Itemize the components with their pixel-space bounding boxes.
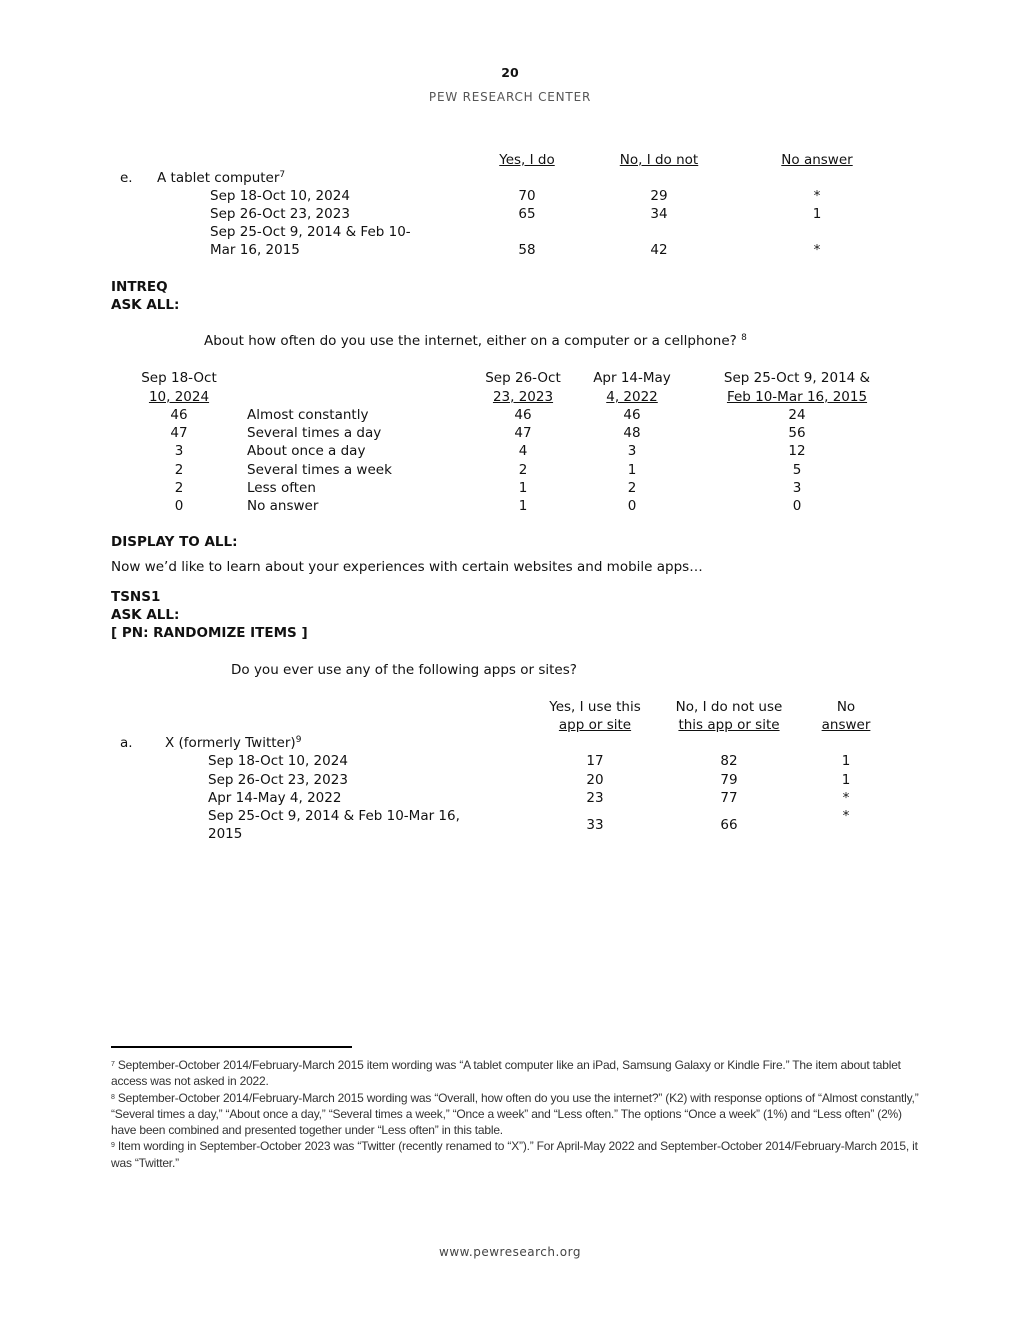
cell-value: 0 bbox=[174, 498, 184, 514]
cell-value: 65 bbox=[518, 206, 536, 222]
footnote bbox=[111, 1090, 921, 1139]
cell-value: 58 bbox=[518, 242, 536, 258]
footnote-number: 7 bbox=[111, 1061, 115, 1068]
column-header: No bbox=[836, 699, 856, 715]
item-label-text: A tablet computer bbox=[157, 170, 280, 186]
column-header: 23, 2023 bbox=[492, 389, 554, 405]
row-label: Less often bbox=[247, 479, 316, 496]
footnote-text: September-October 2014/February-March 2015 item wording was “A tablet computer like an iPad, Samsung Galaxy or Kindle Fire.” The item about tablet access was not asked in 2022. bbox=[111, 1058, 901, 1089]
cell-value: 33 bbox=[586, 817, 604, 833]
cell-value: 2 bbox=[518, 461, 528, 478]
ask-instruction: ASK ALL: bbox=[111, 607, 180, 623]
column-header: Sep 26-Oct bbox=[485, 370, 561, 386]
ask-instruction: ASK ALL: bbox=[111, 297, 180, 313]
cell-value: 46 bbox=[170, 407, 188, 423]
footnote bbox=[111, 1057, 921, 1090]
cell-value: 3 bbox=[627, 443, 637, 460]
cell-value: * bbox=[813, 242, 821, 258]
row-label: Sep 25-Oct 9, 2014 & Feb 10-Mar 16, bbox=[208, 808, 460, 824]
row-label: Apr 14-May 4, 2022 bbox=[208, 790, 342, 806]
cell-value: 0 bbox=[627, 498, 637, 514]
cell-value: 47 bbox=[170, 425, 188, 442]
row-label: Sep 25-Oct 9, 2014 & Feb 10- bbox=[210, 224, 411, 240]
cell-value: * bbox=[813, 188, 821, 204]
cell-value: 3 bbox=[792, 479, 802, 496]
column-header: answer bbox=[821, 717, 871, 733]
footer-url: www.pewresearch.org bbox=[439, 1245, 581, 1259]
row-label: Several times a week bbox=[247, 461, 392, 478]
row-label: Sep 18-Oct 10, 2024 bbox=[208, 753, 348, 769]
row-label: Almost constantly bbox=[247, 407, 369, 423]
row-label: 2015 bbox=[208, 826, 243, 842]
cell-value: 2 bbox=[627, 479, 637, 496]
row-label: Mar 16, 2015 bbox=[210, 242, 300, 258]
cell-value: 3 bbox=[174, 443, 184, 460]
question-text bbox=[204, 332, 747, 350]
item-label-text: X (formerly Twitter) bbox=[165, 735, 296, 751]
cell-value: 4 bbox=[518, 443, 528, 460]
cell-value: 66 bbox=[720, 817, 738, 833]
organization-header: PEW RESEARCH CENTER bbox=[428, 90, 592, 104]
footnotes bbox=[111, 1057, 921, 1171]
footnote bbox=[111, 1138, 921, 1171]
column-header: No answer bbox=[781, 152, 853, 168]
footnote-ref: 7 bbox=[279, 170, 286, 180]
footnote-divider bbox=[111, 1046, 352, 1048]
item-label bbox=[157, 169, 285, 187]
cell-value: 1 bbox=[518, 498, 528, 514]
cell-value: * bbox=[842, 790, 850, 806]
cell-value: 24 bbox=[788, 407, 806, 423]
question-code: INTREQ bbox=[111, 279, 168, 295]
footnote-number: 8 bbox=[111, 1093, 115, 1101]
row-label: Sep 26-Oct 23, 2023 bbox=[210, 206, 350, 222]
page-number: 20 bbox=[501, 65, 519, 80]
programmer-note: [ PN: RANDOMIZE ITEMS ] bbox=[111, 625, 308, 641]
cell-value: * bbox=[842, 808, 850, 824]
column-header: 4, 2022 bbox=[606, 389, 658, 405]
cell-value: 77 bbox=[720, 790, 738, 806]
cell-value: 82 bbox=[720, 753, 738, 769]
cell-value: 23 bbox=[586, 790, 604, 806]
cell-value: 1 bbox=[812, 206, 822, 222]
cell-value: 2 bbox=[174, 479, 184, 496]
item-letter: e. bbox=[120, 170, 133, 186]
row-label: Several times a day bbox=[247, 425, 382, 442]
column-header: Sep 18-Oct bbox=[141, 370, 217, 386]
cell-value: 29 bbox=[650, 188, 668, 204]
column-header: Yes, I do bbox=[499, 152, 555, 168]
row-label: Sep 26-Oct 23, 2023 bbox=[208, 772, 348, 788]
item-label bbox=[165, 734, 301, 752]
question-code: TSNS1 bbox=[111, 589, 161, 605]
footnote-text: September-October 2014/February-March 2015 wording was “Overall, how often do you use the internet?” (K2) with response options of “Almost constantly,” “Several times a day,” “About once a day,” “Several times a week,” “Once a week” and “Less often.” The options “Once a week” (1%) and “Less often” (2%) have been combined and presented together under “Less often” in this table. bbox=[111, 1090, 919, 1138]
column-header: 10, 2024 bbox=[148, 389, 210, 405]
cell-value: 42 bbox=[650, 242, 668, 258]
cell-value: 34 bbox=[650, 206, 668, 222]
footnote-number: 9 bbox=[111, 1142, 115, 1150]
footnote-ref: 9 bbox=[295, 735, 302, 745]
cell-value: 12 bbox=[788, 443, 806, 460]
cell-value: 46 bbox=[514, 407, 532, 423]
row-label: No answer bbox=[247, 498, 319, 514]
cell-value: 2 bbox=[174, 461, 184, 478]
cell-value: 1 bbox=[518, 479, 528, 496]
cell-value: 0 bbox=[792, 498, 802, 514]
question-text-body: About how often do you use the internet, either on a computer or a cellphone? bbox=[204, 333, 737, 349]
question-text: Do you ever use any of the following apps or sites? bbox=[231, 662, 577, 678]
cell-value: 1 bbox=[841, 753, 851, 769]
item-letter: a. bbox=[120, 735, 133, 751]
row-label: Sep 18-Oct 10, 2024 bbox=[210, 188, 350, 204]
column-header: No, I do not use bbox=[675, 699, 783, 715]
column-header: Apr 14-May bbox=[593, 370, 671, 386]
cell-value: 48 bbox=[623, 425, 641, 442]
cell-value: 1 bbox=[627, 461, 637, 478]
cell-value: 5 bbox=[792, 461, 802, 478]
cell-value: 79 bbox=[720, 772, 738, 788]
display-heading: DISPLAY TO ALL: bbox=[111, 534, 238, 550]
column-header: app or site bbox=[558, 717, 632, 733]
cell-value: 47 bbox=[514, 425, 532, 442]
cell-value: 46 bbox=[623, 407, 641, 423]
column-header: this app or site bbox=[678, 717, 780, 733]
cell-value: 1 bbox=[841, 772, 851, 788]
row-label: About once a day bbox=[247, 443, 366, 460]
column-header: Feb 10-Mar 16, 2015 bbox=[726, 389, 868, 405]
footnote-text: Item wording in September-October 2023 was “Twitter (recently renamed to “X”).” For April-May 2022 and September-October 2014/February-March 2015, it was “Twitter.” bbox=[111, 1139, 918, 1170]
cell-value: 56 bbox=[788, 425, 806, 442]
cell-value: 17 bbox=[586, 753, 604, 769]
column-header: No, I do not bbox=[619, 152, 699, 168]
column-header: Yes, I use this bbox=[549, 699, 641, 715]
cell-value: 70 bbox=[518, 188, 536, 204]
footnote-ref: 8 bbox=[741, 333, 747, 343]
cell-value: 20 bbox=[586, 772, 604, 788]
display-text: Now we’d like to learn about your experiences with certain websites and mobile apps… bbox=[111, 559, 703, 575]
column-header: Sep 25-Oct 9, 2014 & bbox=[723, 370, 871, 386]
